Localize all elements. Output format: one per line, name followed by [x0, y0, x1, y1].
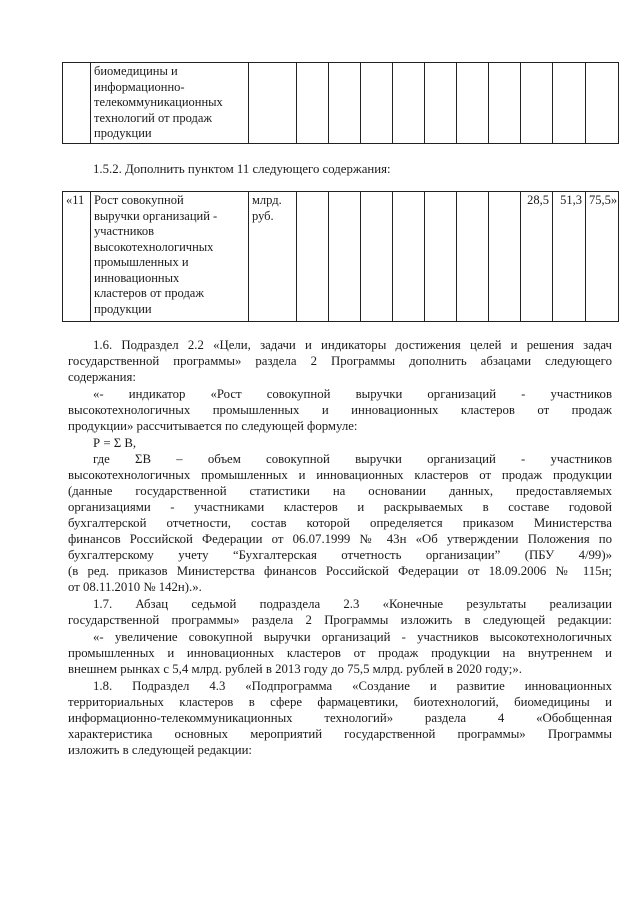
table-cell-value — [393, 192, 425, 322]
table-cell-value: 75,5» — [586, 192, 619, 322]
table-top-fragment — [62, 62, 619, 144]
paragraph-line: промышленных и инновационных кластеров от продаж продукции на внутреннем и — [68, 646, 612, 660]
paragraph-line: бухгалтерской отчетности, состав которой определяется приказом Министерства — [68, 516, 612, 530]
paragraph-line: 1.8. Подраздел 4.3 «Подпрограмма «Создание и развитие инновационных — [93, 679, 612, 693]
table-cell — [393, 63, 425, 144]
table-cell-unit — [249, 192, 297, 322]
cell-line: кластеров от продаж — [94, 286, 204, 300]
table-cell-value — [297, 192, 329, 322]
paragraph-line: организациями - участниками кластеров и раскрываемых в составе годовой — [68, 500, 612, 514]
cell-line: технологий от продаж — [94, 110, 213, 125]
paragraph-line: территориальных кластеров в сфере фармацевтики, биотехнологий, биомедицины и — [68, 695, 612, 709]
table-cell — [521, 63, 553, 144]
paragraph-line: характеристика основных мероприятий государственной программы» Программы — [68, 727, 612, 741]
paragraph-line: бухгалтерскому учету “Бухгалтерская отчетность организации” (ПБУ 4/99)» — [68, 548, 612, 562]
table-cell-name — [91, 192, 249, 322]
table-cell-value — [361, 192, 393, 322]
paragraph-line: высокотехнологичных промышленных и инновационных кластеров от продаж продукции — [68, 468, 612, 482]
table-cell-value — [457, 192, 489, 322]
paragraph-line: изложить в следующей редакции: — [68, 743, 252, 757]
table-cell-name — [91, 63, 249, 144]
table-cell — [361, 63, 393, 144]
table-cell — [297, 63, 329, 144]
cell-line: инновационных — [94, 270, 180, 285]
cell-line: участников — [94, 224, 155, 238]
table-cell-value: 28,5 — [521, 192, 553, 322]
table-cell — [489, 63, 521, 144]
paragraph-line: 1.7. Абзац седьмой подраздела 2.3 «Конечные результаты реализации — [93, 597, 612, 611]
cell-line: информационно- — [94, 79, 185, 94]
paragraph-line: «- индикатор «Рост совокупной выручки организаций - участников — [93, 387, 612, 401]
table-cell — [329, 63, 361, 144]
table-cell-number — [63, 63, 91, 144]
cell-line: выручки организаций - — [94, 208, 218, 223]
cell-line: биомедицины и — [94, 64, 178, 78]
paragraph-line: 1.6. Подраздел 2.2 «Цели, задачи и индикаторы достижения целей и решения задач — [93, 338, 612, 352]
paragraph-line: где ΣВ – объем совокупной выручки организаций - участников — [93, 452, 612, 466]
table-cell-value — [329, 192, 361, 322]
cell-line: промышленных и — [94, 255, 189, 269]
table-cell-value — [425, 192, 457, 322]
cell-line: высокотехнологичных — [94, 239, 214, 254]
paragraph-line: высокотехнологичных промышленных и инновационных кластеров от продаж — [68, 403, 612, 417]
cell-line: продукции — [94, 126, 152, 140]
paragraph-line: государственной программы» раздела 2 Программы дополнить абзацами следующего — [68, 354, 612, 368]
paragraph-line: финансов Российской Федерации от 06.07.1999 № 43н «Об утверждении Положения по — [68, 532, 612, 546]
table-cell — [425, 63, 457, 144]
table-cell-number: «11 — [63, 192, 91, 322]
cell-line: млрд. — [252, 193, 282, 207]
paragraph-line: продукции» рассчитывается по следующей формуле: — [68, 419, 358, 433]
paragraph-line: содержания: — [68, 370, 136, 384]
paragraph-line: (в ред. приказов Министерства финансов Российской Федерации от 18.09.2006 № 115н; — [68, 564, 612, 578]
paragraph-line: государственной программы» раздела 2 Программы изложить в следующей редакции: — [68, 613, 612, 627]
paragraph-line: (данные государственной статистики на основании данных, предоставляемых — [68, 484, 612, 498]
table-cell — [457, 63, 489, 144]
table-cell-value — [489, 192, 521, 322]
table-item-11 — [62, 191, 619, 322]
paragraph-line: «- увеличение совокупной выручки организаций - участников высокотехнологичных — [93, 630, 612, 644]
table-row — [63, 192, 619, 322]
table-cell — [586, 63, 619, 144]
table-cell — [553, 63, 586, 144]
table-cell — [249, 63, 297, 144]
paragraph-line: внешнем рынках с 5,4 млрд. рублей в 2013 году до 75,5 млрд. рублей в 2020 году;». — [68, 662, 522, 676]
cell-line: продукции — [94, 301, 152, 316]
paragraph-line: от 08.11.2010 № 142н).». — [68, 580, 202, 594]
formula-line: Р = Σ В, — [93, 436, 137, 450]
cell-line: руб. — [252, 208, 274, 223]
table-cell-value: 51,3 — [553, 192, 586, 322]
cell-line: Рост совокупной — [94, 193, 184, 207]
section-heading: 1.5.2. Дополнить пунктом 11 следующего содержания: — [93, 162, 391, 176]
paragraph-line: информационно-телекоммуникационных технологий» раздела 4 «Обобщенная — [68, 711, 612, 725]
table-row — [63, 63, 619, 144]
cell-line: телекоммуникационных — [94, 95, 223, 109]
